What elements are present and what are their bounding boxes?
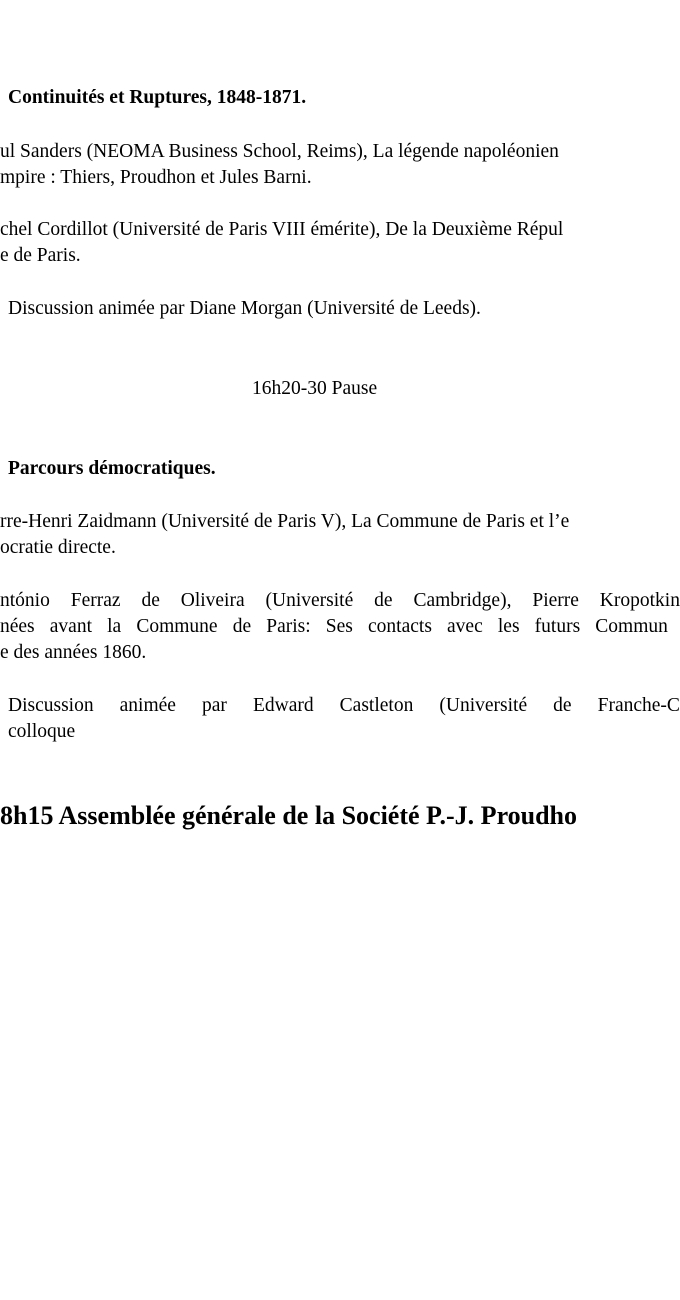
word: Franche-C (597, 695, 680, 716)
word: de (553, 695, 572, 716)
word: avec (447, 616, 483, 637)
word: Cambridge), (413, 590, 512, 611)
word: (Université (265, 590, 354, 611)
word: Ses (325, 616, 353, 637)
word: la (107, 616, 122, 637)
session3-heading: Continuités et Ruptures, 1848-1871. (8, 87, 307, 108)
word: Oliveira (180, 590, 245, 611)
word: de (374, 590, 393, 611)
session4-talk1-line2: ocratie directe. (0, 537, 116, 558)
assembly-heading: 8h15 Assemblée générale de la Société P.-J. Proudho (0, 801, 578, 830)
pause-line: 16h20-30 Pause (252, 378, 378, 399)
word: ntónio (0, 590, 50, 611)
session4-discussion-line2: colloque (8, 721, 76, 742)
word: de (141, 590, 160, 611)
session4-talk1-line1: rre-Henri Zaidmann (Université de Paris V), La Commune de Paris et l’e (0, 511, 570, 532)
word: Discussion (8, 695, 94, 716)
session3-talk2-line2: e de Paris. (0, 245, 81, 266)
session4-discussion-line1 (8, 694, 680, 718)
session4-heading: Parcours démocratiques. (8, 458, 216, 479)
session4-talk2-line3: e des années 1860. (0, 642, 147, 663)
word: futurs (534, 616, 581, 637)
word: contacts (368, 616, 432, 637)
word: Castleton (339, 695, 414, 716)
word: Kropotkin (599, 590, 680, 611)
session4-talk2-line1 (0, 589, 680, 613)
word: les (497, 616, 520, 637)
session3-talk2-line1: chel Cordillot (Université de Paris VIII émérite), De la Deuxième Répul (0, 219, 564, 240)
word: nées (0, 616, 35, 637)
word: Paris: (266, 616, 311, 637)
word: Commune (136, 616, 218, 637)
word: Ferraz (70, 590, 121, 611)
word: animée (119, 695, 176, 716)
word: Pierre (532, 590, 579, 611)
word: Commun (595, 616, 668, 637)
word: avant (49, 616, 93, 637)
session4-talk2-line2 (0, 615, 668, 639)
session3-talk1-line1: ul Sanders (NEOMA Business School, Reims), La légende napoléonien (0, 141, 559, 162)
word: par (202, 695, 227, 716)
session3-talk1-line2: mpire : Thiers, Proudhon et Jules Barni. (0, 167, 312, 188)
word: de (232, 616, 252, 637)
session3-discussion: Discussion animée par Diane Morgan (Université de Leeds). (8, 298, 481, 319)
word: (Université (439, 695, 528, 716)
word: Edward (252, 695, 314, 716)
